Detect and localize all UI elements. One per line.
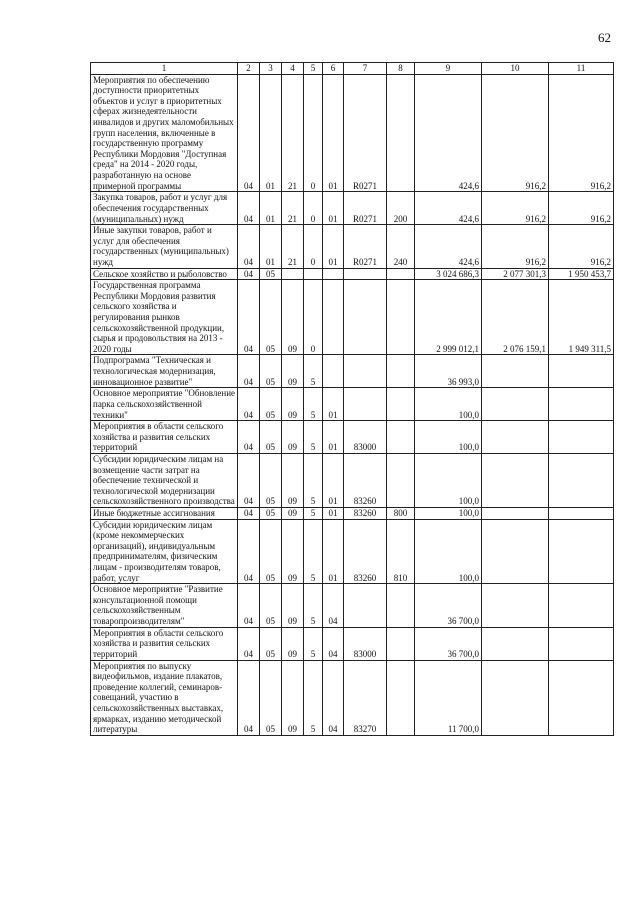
- cell-c7: R0271: [344, 225, 387, 268]
- cell-c7: 83260: [344, 507, 387, 519]
- row-name: [91, 584, 238, 627]
- cell-c8: [387, 453, 415, 507]
- cell-c8: [387, 74, 415, 192]
- cell-c6: 01: [323, 453, 344, 507]
- cell-c3: 05: [260, 280, 282, 355]
- cell-c4: 09: [282, 421, 304, 454]
- cell-c6: 01: [323, 421, 344, 454]
- cell-c10: 916,2: [482, 74, 549, 192]
- cell-c3: 05: [260, 660, 282, 735]
- row-name-text: Мероприятия в области сельского хозяйства и развития сельских территорий: [93, 421, 224, 453]
- cell-c6: 01: [323, 519, 344, 584]
- cell-c8: [387, 627, 415, 660]
- row-name: [91, 388, 238, 421]
- cell-c5: 0: [304, 280, 323, 355]
- cell-c8: [387, 268, 415, 280]
- cell-c11: [549, 507, 614, 519]
- cell-c4: 21: [282, 74, 304, 192]
- cell-c2: 04: [238, 627, 260, 660]
- cell-c8: [387, 355, 415, 388]
- cell-c7: 83260: [344, 453, 387, 507]
- column-header: 4: [282, 63, 304, 75]
- cell-c3: 05: [260, 355, 282, 388]
- cell-c4: 09: [282, 280, 304, 355]
- cell-c4: 09: [282, 453, 304, 507]
- table-row: [91, 660, 614, 735]
- table-row: [91, 519, 614, 584]
- row-name: [91, 627, 238, 660]
- cell-c9: 100,0: [415, 388, 482, 421]
- cell-c10: [482, 660, 549, 735]
- row-name-text: Иные закупки товаров, работ и услуг для обеспечения государственных (муниципальных) нужд: [93, 225, 229, 267]
- cell-c7: [344, 388, 387, 421]
- cell-c5: 5: [304, 355, 323, 388]
- cell-c7: 83000: [344, 421, 387, 454]
- cell-c11: [549, 627, 614, 660]
- cell-c11: 916,2: [549, 74, 614, 192]
- cell-c4: [282, 268, 304, 280]
- cell-c7: [344, 280, 387, 355]
- column-header: 10: [482, 63, 549, 75]
- cell-c5: 0: [304, 225, 323, 268]
- table-row: [91, 584, 614, 627]
- cell-c3: 05: [260, 268, 282, 280]
- table-row: [91, 192, 614, 225]
- column-header: 7: [344, 63, 387, 75]
- cell-c4: 09: [282, 660, 304, 735]
- cell-c9: 36 700,0: [415, 627, 482, 660]
- row-name-text: Закупка товаров, работ и услуг для обеспечения государственных (муниципальных) нужд: [93, 192, 228, 224]
- column-header: 9: [415, 63, 482, 75]
- cell-c2: 04: [238, 453, 260, 507]
- table-row: [91, 225, 614, 268]
- table-row: [91, 453, 614, 507]
- cell-c9: 100,0: [415, 421, 482, 454]
- header-row: [91, 63, 614, 75]
- cell-c3: 05: [260, 519, 282, 584]
- cell-c5: 5: [304, 453, 323, 507]
- row-name: [91, 225, 238, 268]
- cell-c11: 1 950 453,7: [549, 268, 614, 280]
- cell-c7: 83270: [344, 660, 387, 735]
- table-row: [91, 507, 614, 519]
- cell-c8: 810: [387, 519, 415, 584]
- cell-c2: 04: [238, 507, 260, 519]
- cell-c2: 04: [238, 225, 260, 268]
- cell-c3: 05: [260, 388, 282, 421]
- row-name: [91, 421, 238, 454]
- cell-c5: 0: [304, 74, 323, 192]
- column-header: 2: [238, 63, 260, 75]
- cell-c5: [304, 268, 323, 280]
- column-header: 5: [304, 63, 323, 75]
- column-header: 1: [91, 63, 238, 75]
- page-number: 62: [598, 30, 611, 45]
- row-name: [91, 507, 238, 519]
- cell-c8: 200: [387, 192, 415, 225]
- cell-c11: [549, 355, 614, 388]
- cell-c11: [549, 584, 614, 627]
- cell-c2: 04: [238, 74, 260, 192]
- table-row: [91, 421, 614, 454]
- cell-c5: 5: [304, 519, 323, 584]
- cell-c3: 05: [260, 627, 282, 660]
- cell-c6: 04: [323, 660, 344, 735]
- row-name-text: Мероприятия по обеспечению доступности приоритетных объектов и услуг в приоритетных сферах жизнедеятельности инвалидов и других маломобильных групп населения, включенные в государственную программу Республики Мордовия "Доступная среда" на 2014 - 2020 годы, разработанную на основе примерной программы: [93, 74, 234, 191]
- table-row: [91, 355, 614, 388]
- cell-c11: 916,2: [549, 225, 614, 268]
- row-name-text: Подпрограмма "Техническая и технологическая модернизация, инновационное развитие": [93, 355, 216, 387]
- row-name: [91, 192, 238, 225]
- row-name-text: Иные бюджетные ассигнования: [93, 507, 215, 518]
- cell-c10: [482, 507, 549, 519]
- cell-c6: 04: [323, 627, 344, 660]
- cell-c10: [482, 584, 549, 627]
- cell-c2: 04: [238, 355, 260, 388]
- cell-c9: 100,0: [415, 507, 482, 519]
- cell-c7: 83260: [344, 519, 387, 584]
- row-name: [91, 660, 238, 735]
- budget-table: [90, 62, 614, 736]
- row-name-text: Сельское хозяйство и рыболовство: [93, 268, 227, 279]
- row-name-text: Субсидии юридическим лицам на возмещение части затрат на обеспечение технической и технологической модернизации сельскохозяйственного производства: [93, 453, 235, 507]
- cell-c5: 5: [304, 660, 323, 735]
- cell-c5: 5: [304, 584, 323, 627]
- cell-c10: [482, 453, 549, 507]
- cell-c11: 916,2: [549, 192, 614, 225]
- cell-c4: 09: [282, 507, 304, 519]
- row-name: [91, 268, 238, 280]
- cell-c9: 36 700,0: [415, 584, 482, 627]
- cell-c10: [482, 388, 549, 421]
- cell-c8: [387, 660, 415, 735]
- column-header: 8: [387, 63, 415, 75]
- row-name-text: Основное мероприятие "Обновление парка сельскохозяйственной техники": [93, 388, 236, 420]
- cell-c9: 424,6: [415, 192, 482, 225]
- cell-c8: [387, 280, 415, 355]
- cell-c7: [344, 584, 387, 627]
- cell-c3: 05: [260, 453, 282, 507]
- cell-c3: 01: [260, 225, 282, 268]
- row-name: [91, 453, 238, 507]
- row-name: [91, 280, 238, 355]
- cell-c6: [323, 268, 344, 280]
- cell-c2: 04: [238, 192, 260, 225]
- cell-c4: 21: [282, 192, 304, 225]
- cell-c9: 100,0: [415, 453, 482, 507]
- cell-c6: [323, 355, 344, 388]
- cell-c6: 01: [323, 388, 344, 421]
- cell-c10: [482, 421, 549, 454]
- cell-c11: [549, 453, 614, 507]
- cell-c3: 05: [260, 421, 282, 454]
- row-name-text: Субсидии юридическим лицам (кроме некоммерческих организаций), индивидуальным предпринимателям, физическим лицам - производителям товаров, работ, услуг: [93, 519, 221, 583]
- row-name-text: Государственная программа Республики Мордовия развития сельского хозяйства и регулирования рынков сельскохозяйственной продукции, сырья и продовольствия на 2013 - 2020 годы: [93, 280, 225, 354]
- cell-c3: 05: [260, 584, 282, 627]
- cell-c5: 5: [304, 507, 323, 519]
- cell-c9: 11 700,0: [415, 660, 482, 735]
- cell-c2: 04: [238, 280, 260, 355]
- cell-c8: 800: [387, 507, 415, 519]
- row-name: [91, 355, 238, 388]
- cell-c6: 01: [323, 507, 344, 519]
- cell-c8: [387, 584, 415, 627]
- cell-c11: 1 949 311,5: [549, 280, 614, 355]
- cell-c4: 09: [282, 584, 304, 627]
- column-header: 3: [260, 63, 282, 75]
- cell-c7: [344, 268, 387, 280]
- table-row: [91, 627, 614, 660]
- row-name: [91, 519, 238, 584]
- row-name-text: Мероприятия в области сельского хозяйства и развития сельских территорий: [93, 627, 224, 659]
- cell-c11: [549, 388, 614, 421]
- cell-c2: 04: [238, 584, 260, 627]
- cell-c7: [344, 355, 387, 388]
- cell-c5: 5: [304, 421, 323, 454]
- cell-c10: 2 077 301,3: [482, 268, 549, 280]
- cell-c2: 04: [238, 388, 260, 421]
- row-name-text: Основное мероприятие "Развитие консультационной помощи сельскохозяйственным товаропроизводителям": [93, 584, 223, 627]
- cell-c6: 04: [323, 584, 344, 627]
- cell-c9: 424,6: [415, 225, 482, 268]
- cell-c6: 01: [323, 225, 344, 268]
- cell-c2: 04: [238, 421, 260, 454]
- cell-c9: 36 993,0: [415, 355, 482, 388]
- table-row: [91, 280, 614, 355]
- cell-c3: 05: [260, 507, 282, 519]
- cell-c9: 3 024 686,3: [415, 268, 482, 280]
- cell-c4: 09: [282, 355, 304, 388]
- cell-c4: 09: [282, 627, 304, 660]
- cell-c4: 21: [282, 225, 304, 268]
- cell-c7: R0271: [344, 192, 387, 225]
- cell-c9: 2 999 012,1: [415, 280, 482, 355]
- cell-c4: 09: [282, 388, 304, 421]
- cell-c3: 01: [260, 74, 282, 192]
- cell-c10: 2 076 159,1: [482, 280, 549, 355]
- row-name-text: Мероприятия по выпуску видеофильмов, издание плакатов, проведение коллегий, семинаров-совещаний, участию в сельскохозяйственных выставках, ярмарках, изданию методической литературы: [93, 660, 224, 735]
- cell-c9: 100,0: [415, 519, 482, 584]
- cell-c11: [549, 421, 614, 454]
- cell-c6: 01: [323, 74, 344, 192]
- cell-c4: 09: [282, 519, 304, 584]
- cell-c7: R0271: [344, 74, 387, 192]
- cell-c8: 240: [387, 225, 415, 268]
- cell-c2: 04: [238, 519, 260, 584]
- cell-c10: 916,2: [482, 225, 549, 268]
- cell-c11: [549, 519, 614, 584]
- cell-c7: 83000: [344, 627, 387, 660]
- cell-c5: 0: [304, 192, 323, 225]
- cell-c5: 5: [304, 627, 323, 660]
- cell-c8: [387, 388, 415, 421]
- table-row: [91, 74, 614, 192]
- table-row: [91, 388, 614, 421]
- cell-c8: [387, 421, 415, 454]
- cell-c5: 5: [304, 388, 323, 421]
- cell-c6: [323, 280, 344, 355]
- cell-c6: 01: [323, 192, 344, 225]
- cell-c10: 916,2: [482, 192, 549, 225]
- table-row: [91, 268, 614, 280]
- cell-c11: [549, 660, 614, 735]
- cell-c3: 01: [260, 192, 282, 225]
- column-header: 11: [549, 63, 614, 75]
- cell-c10: [482, 355, 549, 388]
- cell-c2: 04: [238, 268, 260, 280]
- column-header: 6: [323, 63, 344, 75]
- cell-c9: 424,6: [415, 74, 482, 192]
- cell-c2: 04: [238, 660, 260, 735]
- row-name: [91, 74, 238, 192]
- cell-c10: [482, 627, 549, 660]
- cell-c10: [482, 519, 549, 584]
